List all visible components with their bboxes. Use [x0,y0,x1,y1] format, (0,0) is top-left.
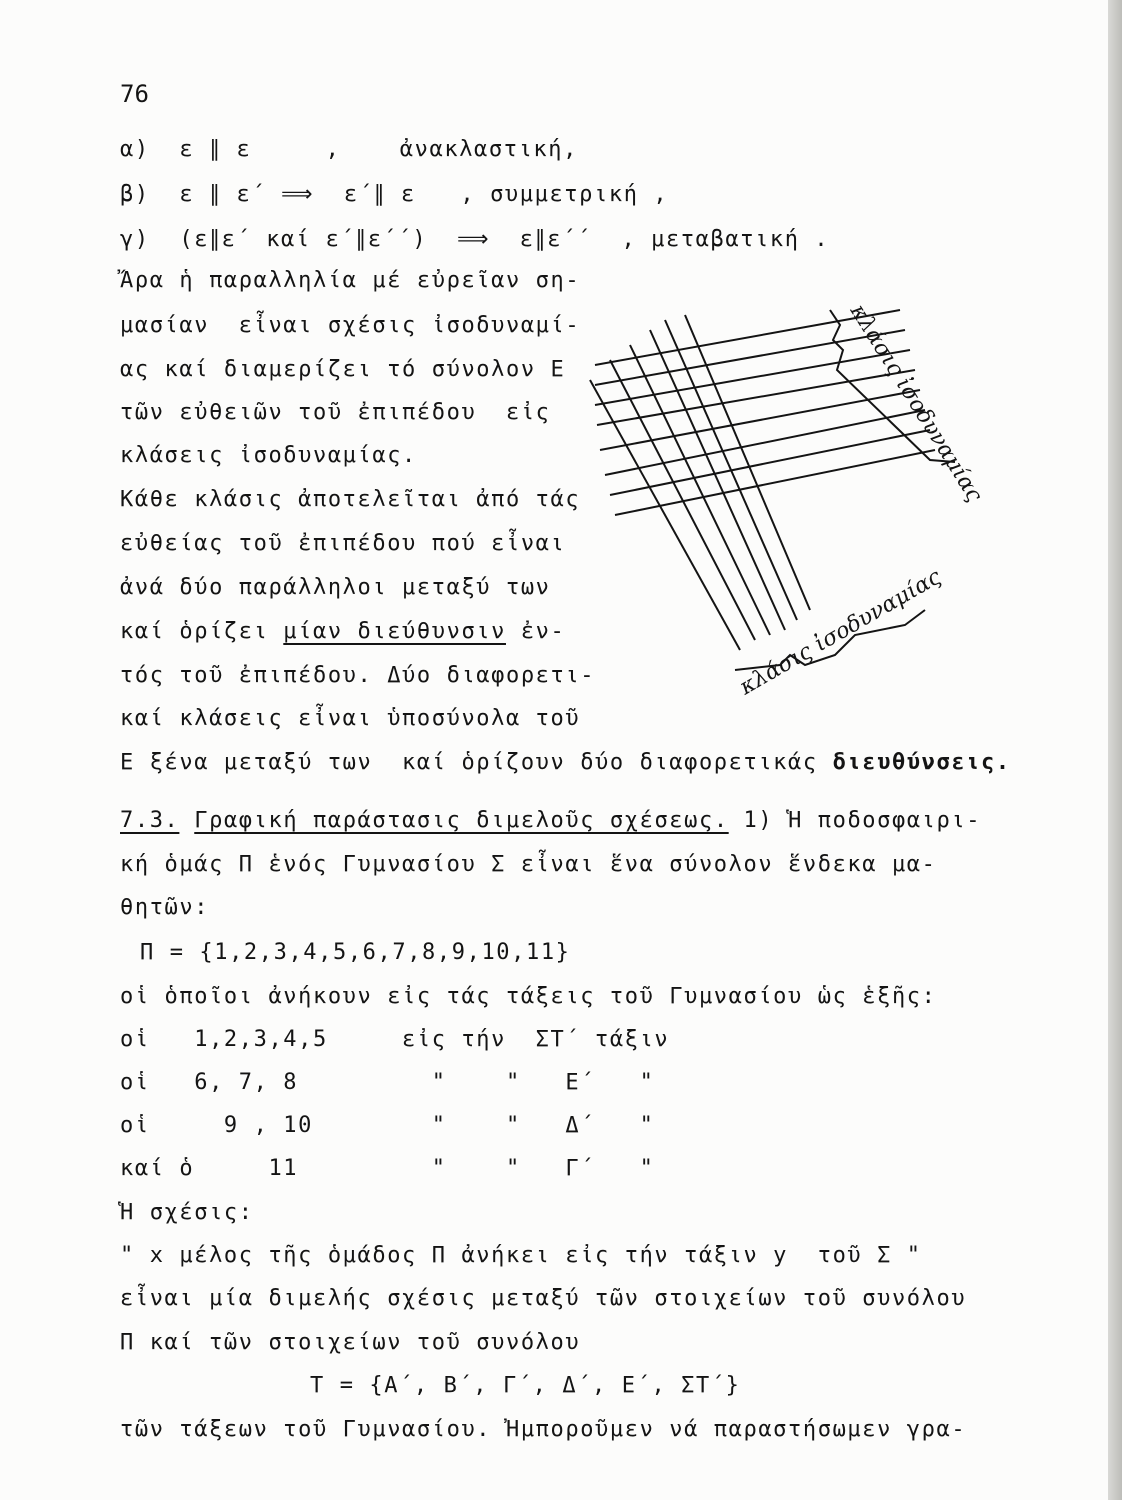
text-line: ας καί διαμερίζει τό σύνολον Ε [120,357,566,382]
set-definition: Π = {1,2,3,4,5,6,7,8,9,10,11} [140,940,571,965]
text-line: " x μέλος τῆς ὁμάδος Π ἀνήκει εἰς τήν τάξιν y τοῦ Σ " [120,1243,922,1268]
text-line: εἶναι μία διμελής σχέσις μεταξύ τῶν στοιχείων τοῦ συνόλου [120,1286,967,1311]
section-number: 7.3. [120,808,180,833]
label-bottom: κλάσις ἰσοδυναμίας [735,564,946,701]
text-line [120,748,1011,778]
text-segment: Ε ξένα μεταξύ των καί ὁρίζουν δύο διαφορετικάς [120,750,833,775]
diagram-svg [575,290,1015,710]
table-row: οἱ 1,2,3,4,5 εἰς τήν ΣΤ΄ τάξιν [120,1027,670,1052]
text-line: θητῶν: [120,895,210,920]
text-line: Π καί τῶν στοιχείων τοῦ συνόλου [120,1330,581,1355]
text-line: τῶν τάξεων τοῦ Γυμνασίου. Ἠμποροῦμεν νά παραστήσωμεν γρα- [120,1417,967,1442]
text-line: τῶν εὐθειῶν τοῦ ἐπιπέδου εἰς [120,400,551,425]
text-line: καί κλάσεις εἶναι ὑποσύνολα τοῦ [120,706,581,731]
text-segment: ἐν- [505,619,566,644]
parallel-lines-diagram [575,290,1015,710]
table-row: οἱ 6, 7, 8 " " Ε΄ " [120,1070,655,1095]
bold-term: διευθύνσεις. [832,750,1011,775]
text-line: ἀνά δύο παράλληλοι μεταξύ των [120,575,551,600]
text-line: β) ε ∥ ε΄ ⟹ ε΄∥ ε , συμμετρική , [120,182,669,207]
text-line: α) ε ∥ ε , ἀνακλαστική, [120,137,578,162]
text-line: Ἡ σχέσις: [120,1200,254,1225]
underlined-term: μίαν διεύθυνσιν [283,619,506,644]
text-segment: καί ὁρίζει [120,619,284,644]
text-line: Κάθε κλάσις ἀποτελεῖται ἀπό τάς [120,487,581,512]
text-line: κλάσεις ἰσοδυναμίας. [120,443,417,468]
label-top: κλάσις ἰσοδυναμίας [844,299,987,507]
text-segment: 1) Ἡ ποδοσφαιρι- [728,808,982,833]
page-number: 76 [120,80,149,108]
text-line: γ) (ε∥ε΄ καί ε΄∥ε΄΄) ⟹ ε∥ε΄΄ , μεταβατική . [120,227,830,252]
text-line: μασίαν εἶναι σχέσις ἰσοδυναμί- [120,313,581,338]
text-line: Ἄρα ἡ παραλληλία μέ εὐρεῖαν ση- [120,268,581,293]
text-line: τός τοῦ ἐπιπέδου. Δύο διαφορετι- [120,663,596,688]
text-line: οἱ ὁποῖοι ἀνήκουν εἰς τάς τάξεις τοῦ Γυμνασίου ὡς ἑξῆς: [120,984,937,1009]
table-row: οἱ 9 , 10 " " Δ΄ " [120,1113,655,1138]
text-line: κή ὁμάς Π ἑνός Γυμνασίου Σ εἶναι ἕνα σύνολον ἕνδεκα μα- [120,852,937,877]
text-line [120,617,565,647]
page-edge-shadow [1108,0,1122,1500]
text-line: εὐθείας τοῦ ἐπιπέδου πού εἶναι [120,531,566,556]
section-heading-line [120,806,981,836]
section-title: Γραφική παράστασις διμελοῦς σχέσεως. [194,808,729,833]
set-definition: Τ = {Α΄, Β΄, Γ΄, Δ΄, Ε΄, ΣΤ΄} [310,1373,741,1398]
table-row: καί ὁ 11 " " Γ΄ " [120,1156,655,1181]
